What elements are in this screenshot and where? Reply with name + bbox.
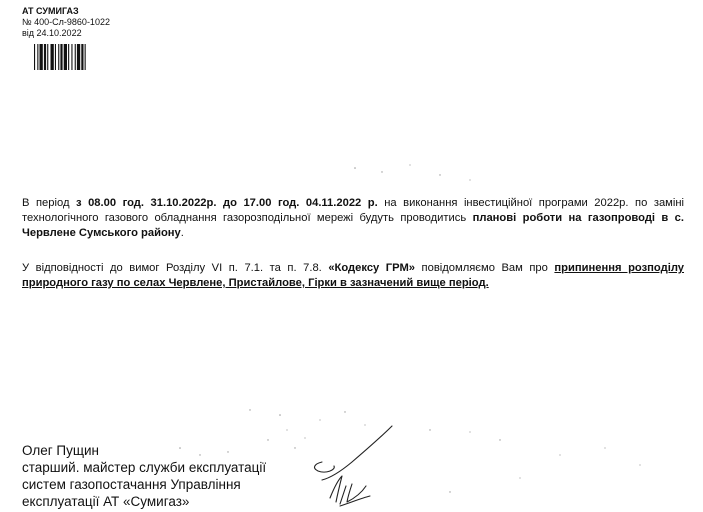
signer-position-line-2: систем газопостачання Управління <box>22 477 241 492</box>
signer-position-line-1: старший. майстер служби експлуатації <box>22 460 267 475</box>
document-number: № 400-Сл-9860-1022 <box>22 17 110 27</box>
schedule-period: з 08.00 год. 31.10.2022р. до 17.00 год. 04.11.2022 р. <box>76 197 378 209</box>
signer-name: Олег Пущин <box>22 443 99 458</box>
document-date: від 24.10.2022 <box>22 28 82 38</box>
suspension-text-2: повідомляємо Вам про <box>415 262 555 274</box>
handwritten-signature <box>300 418 410 510</box>
suspension-statement: припинення розподілу природного газу по селах Червлене, Пристайлове, Гірки в зазначений вище період. <box>22 262 685 289</box>
organization-name: АТ СУМИГАЗ <box>22 6 79 16</box>
schedule-text-2: на виконання інвестиційної програми 2022р. по заміні технологічного газового обладнання газорозподільної мережі будуть проводитись <box>22 197 685 224</box>
document-header <box>22 6 110 39</box>
schedule-text-3: . <box>180 227 184 239</box>
schedule-text-1: В період <box>22 197 76 209</box>
suspension-text-1: У відповідності до вимог Розділу VI п. 7.1. та п. 7.8. <box>22 262 329 274</box>
schedule-works: планові роботи на газопроводі в с. Червлене Сумського району <box>22 212 684 239</box>
notice-paragraph-schedule <box>22 196 684 241</box>
notice-paragraph-suspension <box>22 261 684 291</box>
signer-block <box>22 442 266 510</box>
barcode <box>34 44 116 70</box>
signer-position-line-3: експлуатації АТ «Сумигаз» <box>22 494 190 509</box>
code-reference: «Кодексу ГРМ» <box>328 262 416 274</box>
